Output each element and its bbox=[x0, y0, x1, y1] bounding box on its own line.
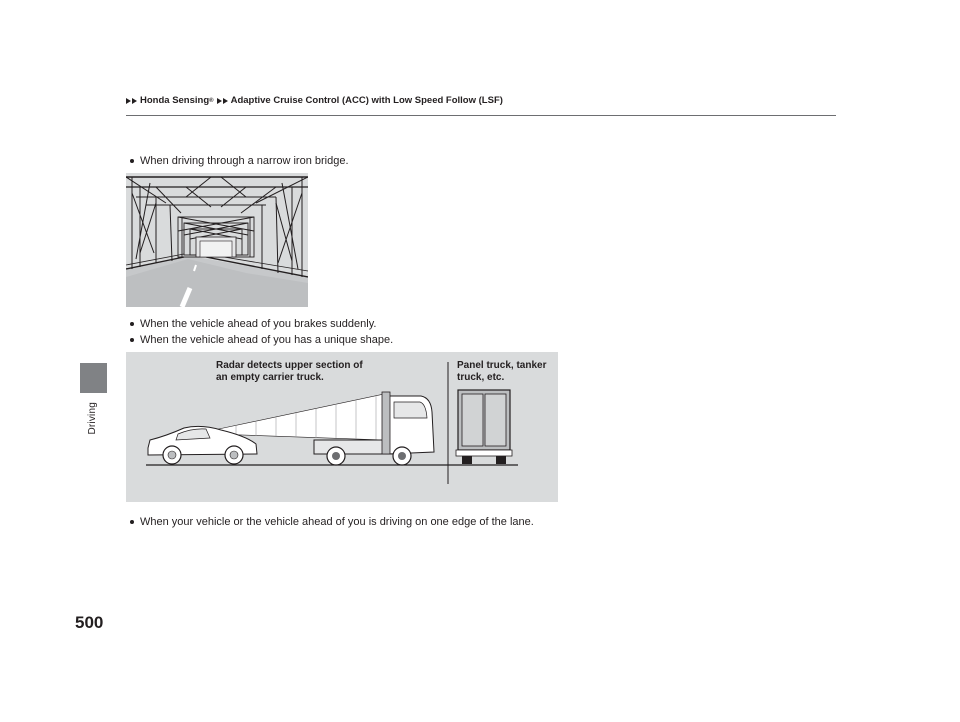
diagram-label-line: Radar detects upper section of bbox=[216, 360, 363, 371]
breadcrumb-item-acc[interactable]: Adaptive Cruise Control (ACC) with Low Speed Follow (LSF) bbox=[230, 95, 503, 106]
diagram-label-line: an empty carrier truck. bbox=[216, 372, 324, 383]
list-item-text: When the vehicle ahead of you brakes suddenly. bbox=[140, 318, 377, 330]
breadcrumb-item-honda-sensing[interactable]: Honda Sensing bbox=[140, 95, 210, 106]
breadcrumb bbox=[126, 95, 503, 106]
bullet-icon bbox=[130, 338, 134, 342]
header-rule bbox=[126, 115, 836, 116]
diagram-label-line: truck, etc. bbox=[457, 372, 505, 383]
list-item-text: When the vehicle ahead of you has a unique shape. bbox=[140, 334, 394, 346]
bullet-icon bbox=[130, 159, 134, 163]
section-label-text: Driving bbox=[87, 402, 98, 435]
list-item bbox=[130, 155, 349, 167]
section-label bbox=[80, 400, 107, 460]
radar-diagram bbox=[126, 352, 558, 502]
breadcrumb-arrow-icon bbox=[217, 98, 229, 104]
list-item-text: When your vehicle or the vehicle ahead of you is driving on one edge of the lane. bbox=[140, 516, 534, 528]
list-item-text: When driving through a narrow iron bridge. bbox=[140, 155, 349, 167]
registered-mark: ® bbox=[209, 97, 214, 104]
section-tab bbox=[80, 363, 107, 393]
list-item bbox=[130, 318, 376, 330]
bridge-drawing bbox=[126, 173, 308, 307]
bridge-illustration bbox=[126, 173, 308, 307]
list-item bbox=[130, 334, 393, 346]
diagram-label-radar bbox=[216, 360, 363, 384]
list-item bbox=[130, 516, 534, 528]
bullet-icon bbox=[130, 322, 134, 326]
page-number: 500 bbox=[75, 613, 104, 632]
bullet-icon bbox=[130, 520, 134, 524]
diagram-label-panel-truck bbox=[457, 360, 546, 384]
breadcrumb-arrow-icon bbox=[126, 98, 138, 104]
diagram-label-line: Panel truck, tanker bbox=[457, 360, 547, 371]
